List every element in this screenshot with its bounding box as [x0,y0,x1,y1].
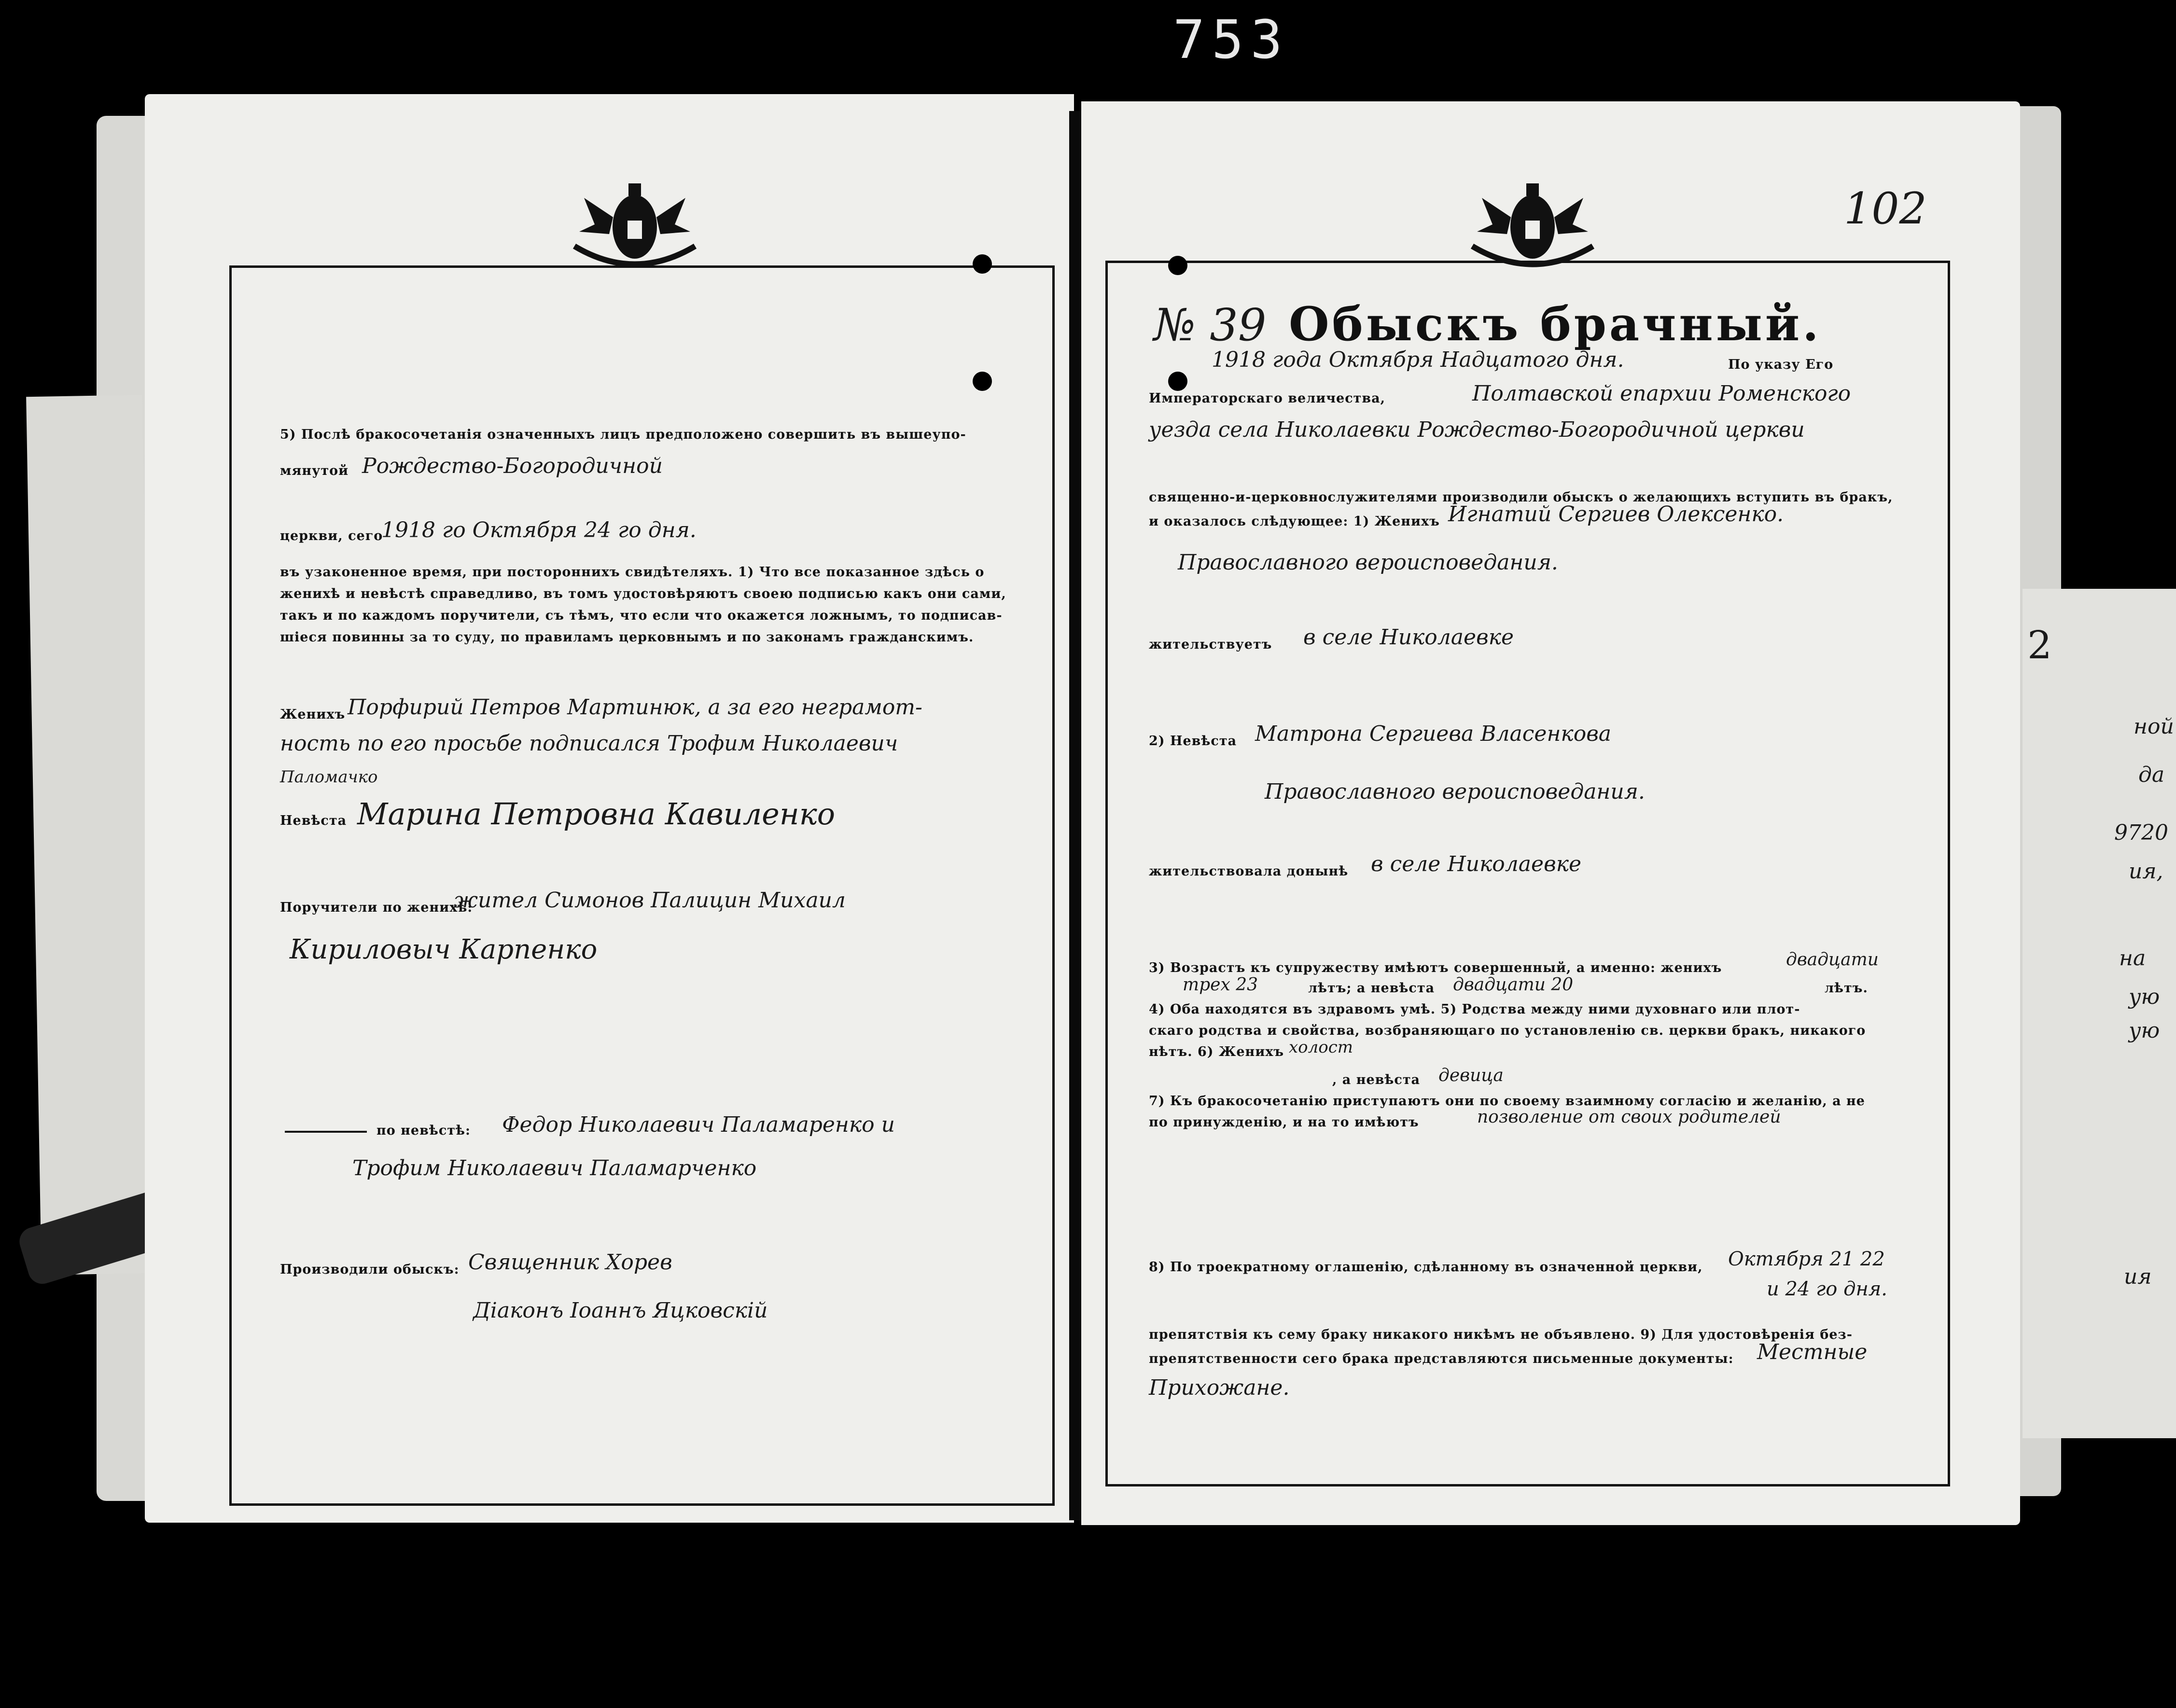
handwritten-text: Священник Хорев [468,1250,672,1275]
right-page [1081,101,2020,1525]
handwritten-text: Октября 21 22 [1728,1248,1885,1270]
handwritten-text: Паломачко [280,767,378,787]
printed-text: жительствуетъ [1149,637,1272,652]
handwritten-text: трех 23 [1183,975,1258,995]
printed-text: Поручители по женихѣ: [280,900,473,915]
margin-fragment: на [2119,946,2146,971]
punch-hole [1168,256,1187,275]
handwritten-text: Игнатий Сергиев Олексенко. [1448,502,1784,527]
printed-text: лѣтъ. [1825,981,1868,996]
dash-line [285,1131,367,1133]
handwritten-text: Православного вероисповедания. [1178,550,1558,575]
handwritten-text: двадцати [1786,950,1879,970]
margin-fragment: ия, [2129,859,2163,884]
printed-text: 7) Къ бракосочетанію приступаютъ они по своему взаимному согласію и желанію, а не [1149,1094,1865,1109]
printed-text: , а невѣста [1332,1072,1421,1087]
printed-text: мянутой [280,463,349,478]
printed-text: церкви, сего [280,528,383,543]
margin-fragment: ую [2129,1018,2160,1043]
double-headed-eagle-crest [565,174,705,280]
printed-text: Женихъ [280,707,346,722]
handwritten-text: жител Симонов Палицин Михаил [454,888,846,913]
handwritten-text: Прихожане. [1149,1375,1290,1400]
printed-text: Императорскаго величества, [1149,391,1386,406]
punch-hole [1168,372,1187,391]
printed-text: жительствовала донынѣ [1149,864,1349,879]
handwritten-text: девица [1438,1066,1504,1085]
document-title: Обыскъ брачный. [1289,297,1822,351]
margin-fragment: ую [2129,985,2160,1009]
margin-fragment: ной [2134,714,2174,739]
folio-stamp: 753 [1173,9,1289,70]
printed-text: священно-и-церковнослужителями производили обыскъ о желающихъ вступить въ бракъ, [1149,490,1893,505]
handwritten-text: Кириловыч Карпенко [290,934,598,965]
printed-text: шіеся повинны за то суду, по правиламъ церковнымъ и по законамъ гражданскимъ. [280,630,974,645]
printed-text: нѣтъ. 6) Женихъ [1149,1044,1284,1059]
handwritten-text: Марина Петровна Кавиленко [357,796,836,832]
page-number: 102 [1844,183,1927,234]
printed-text: 3) Возрастъ къ супружеству имѣютъ совершенный, а именно: женихъ [1149,960,1722,975]
handwritten-text: 1918 го Октября 24 го дня. [381,518,697,542]
handwritten-text: Полтавской епархии Роменского [1472,381,1851,406]
handwritten-text: позволение от своих родителей [1477,1107,1781,1127]
printed-text: въ узаконенное время, при постороннихъ свидѣтеляхъ. 1) Что все показанное здѣсь о [280,565,985,580]
handwritten-text: Местные [1757,1340,1868,1364]
punch-hole [973,372,992,391]
printed-text: лѣтъ; а невѣста [1308,981,1435,996]
paper-scrap-left [26,395,157,1275]
printed-text: такъ и по каждомъ поручители, съ тѣмъ, что если что окажется ложнымъ, то подписав- [280,608,1003,623]
handwritten-text: в селе Николаевке [1303,625,1514,650]
handwritten-text: Федор Николаевич Паламаренко и [502,1112,895,1137]
printed-text: препятственности сего брака представляются письменные документы: [1149,1351,1734,1366]
left-page [145,94,1074,1523]
handwritten-text: в селе Николаевке [1371,852,1582,876]
double-headed-eagle-crest [1463,174,1603,280]
handwritten-text: уезда села Николаевки Рождество-Богородичной церкви [1149,417,1805,442]
printed-text: и оказалось слѣдующее: 1) Женихъ [1149,514,1440,529]
printed-text: 8) По троекратному оглашенію, сдѣланному въ означенной церкви, [1149,1260,1703,1275]
margin-fragment: 2 [2027,623,2052,667]
handwritten-text: Діаконъ Іоаннъ Яцковскій [473,1298,768,1323]
margin-fragment: да [2138,763,2165,787]
printed-text: 5) Послѣ бракосочетанія означенныхъ лицъ предположено совершить въ вышеупо- [280,427,966,442]
printed-text: по принужденію, и на то имѣютъ [1149,1115,1419,1130]
handwritten-text: 1918 года Октября Надцатого дня. [1212,347,1624,372]
punch-hole [973,254,992,274]
printed-text: 4) Оба находятся въ здравомъ умѣ. 5) Родства между ними духовнаго или плот- [1149,1002,1800,1017]
handwritten-text: Порфирий Петров Мартинюк, а за его неграмот- [348,695,922,720]
printed-text: препятствія къ сему браку никакого никѣмъ не объявлено. 9) Для удостовѣренія без- [1149,1327,1853,1342]
printed-text: по невѣстѣ: [377,1123,471,1138]
printed-text: женихѣ и невѣстѣ справедливо, въ томъ удостовѣряютъ своею подписью какъ они сами, [280,586,1006,601]
printed-text: 2) Невѣста [1149,734,1237,749]
handwritten-text: Трофим Николаевич Паламарченко [352,1156,757,1180]
margin-fragment: 9720 [2114,820,2168,845]
printed-text: Невѣста [280,813,347,828]
handwritten-text: Рождество-Богородичной [362,454,663,478]
handwritten-text: ность по его просьбе подписался Трофим Николаевич [280,731,898,756]
handwritten-text: Православного вероисповедания. [1265,779,1645,804]
margin-fragment: ия [2124,1264,2152,1289]
printed-text: скаго родства и свойства, возбраняющаго по установленію св. церкви бракъ, никакого [1149,1023,1866,1038]
printed-text: По указу Его [1728,357,1834,372]
handwritten-text: холост [1289,1038,1353,1057]
record-number: № 39 [1154,299,1267,351]
handwritten-text: и 24 го дня. [1767,1278,1887,1300]
handwritten-text: Матрона Сергиева Власенкова [1255,722,1612,746]
printed-text: Производили обыскъ: [280,1262,460,1277]
handwritten-text: двадцати 20 [1453,975,1574,995]
